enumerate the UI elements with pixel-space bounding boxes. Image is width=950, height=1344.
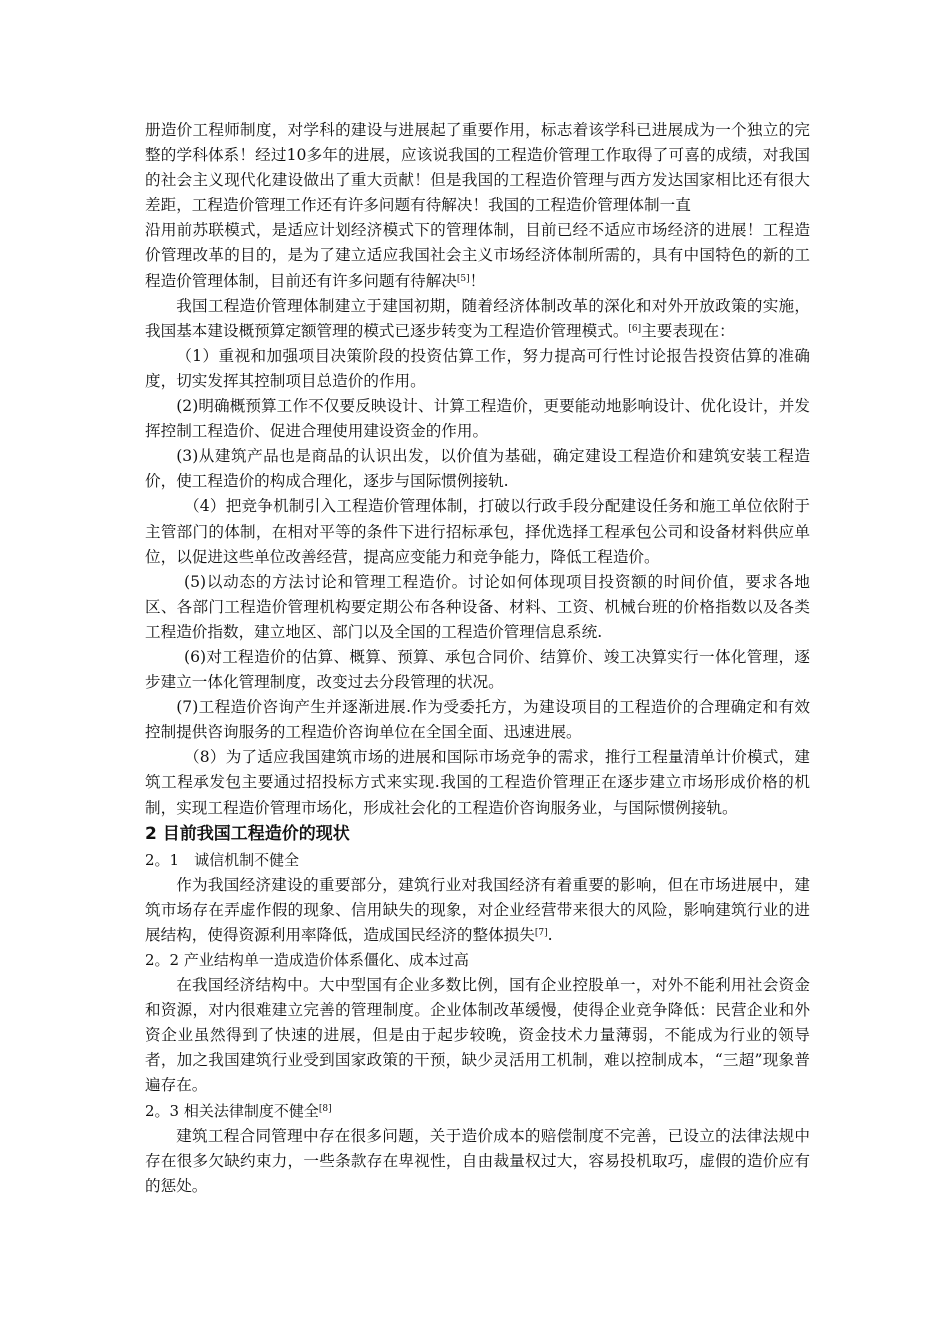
subsection-heading: 2。2 产业结构单一造成造价体系僵化、成本过高 (145, 951, 469, 969)
paragraph: 在我国经济结构中。大中型国有企业多数比例，国有企业控股单一，对外不能利用社会资金和资源，对内很难建立完善的管理制度。企业体制改革缓慢，使得企业竞争降低：民营企业和外资企业虽然得到了快速的进展，但是由于起步较晚，资金技术力量薄弱，不能成为行业的领导者，加之我国建筑行业受到国家政策的干预，缺少灵活用工机制，难以控制成本，“三超”现象普遍存在。 (145, 976, 810, 1095)
list-item: （8）为了适应我国建筑市场的进展和国际市场竞争的需求，推行工程量清单计价模式，建筑工程承发包主要通过招投标方式来实现.我国的工程造价管理正在逐步建立市场形成价格的机制，实现工程造价管理市场化，形成社会化的工程造价咨询服务业，与国际惯例接轨。 (145, 748, 810, 817)
list-item: (2)明确概预算工作不仅要反映设计、计算工程造价，更要能动地影响设计、优化设计，并发挥控制工程造价、促进合理使用建设资金的作用。 (145, 397, 810, 441)
section-heading: 2 目前我国工程造价的现状 (145, 823, 350, 844)
subsection-heading: 2。1 诚信机制不健全 (145, 850, 300, 869)
citation: [5] (456, 273, 470, 284)
paragraph-text: 我国工程造价管理体制建立于建国初期，随着经济体制改革的深化和对外开放政策的实施，我国基本建设概预算定额管理的模式已逐步转变为工程造价管理模式。 (145, 296, 810, 340)
paragraph-text: 主要表现在： (641, 321, 735, 340)
paragraph-text: 作为我国经济建设的重要部分，建筑行业对我国经济有着重要的影响，但在市场进展中，建筑市场存在弄虚作假的现象、信用缺失的现象，对企业经营带来很大的风险，影响建筑行业的进展结构，使得资源利用率降低，造成国民经济的整体损失 (145, 875, 810, 944)
list-item: (6)对工程造价的估算、概算、预算、承包合同价、结算价、竣工决算实行一体化管理，逐步建立一体化管理制度，改变过去分段管理的状况。 (145, 647, 810, 692)
list-item: （4）把竞争机制引入工程造价管理体制，打破以行政手段分配建设任务和施工单位依附于主管部门的体制，在相对平等的条件下进行招标承包，择优选择工程承包公司和设备材料供应单位，以促进这些单位改善经营，提高应变能力和竞争能力，降低工程造价。 (145, 497, 810, 566)
citation: [7] (534, 927, 548, 938)
paragraph: 建筑工程合同管理中存在很多问题，关于造价成本的赔偿制度不完善，已设立的法律法规中存在很多欠缺约束力，一些条款存在卑视性，自由裁量权过大，容易投机取巧，虚假的造价应有的惩处。 (145, 1126, 810, 1195)
list-item: （1）重视和加强项目决策阶段的投资估算工作，努力提高可行性讨论报告投资估算的准确度，切实发挥其控制项目总造价的作用。 (145, 346, 810, 390)
paragraph (145, 218, 810, 293)
paragraph: 册造价工程师制度，对学科的建设与进展起了重要作用，标志着该学科已进展成为一个独立的完整的学科体系！经过10多年的进展，应该说我国的工程造价管理工作取得了可喜的成绩，对我国的社会主义现代化建设做出了重大贡献！但是我国的工程造价管理与西方发达国家相比还有很大差距，工程造价管理工作还有许多问题有待解决！我国的工程造价管理体制一直 (145, 121, 810, 215)
document-body (145, 118, 810, 1199)
list-item: (7)工程造价咨询产生并逐渐进展.作为受委托方，为建设项目的工程造价的合理确定和有效控制提供咨询服务的工程造价咨询单位在全国全面、迅速进展。 (145, 698, 810, 742)
paragraph-text: . (547, 925, 553, 944)
list-item: (5)以动态的方法讨论和管理工程造价。讨论如何体现项目投资额的时间价值，要求各地区、各部门工程造价管理机构要定期公布各种设备、材料、工资、机械台班的价格指数以及各类工程造价指数，建立地区、部门以及全国的工程造价管理信息系统. (145, 572, 810, 641)
paragraph-text: 沿用前苏联模式，是适应计划经济模式下的管理体制，目前已经不适应市场经济的进展！工程造价管理改革的目的，是为了建立适应我国社会主义市场经济体制所需的，具有中国特色的新的工程造价管理体制，目前还有许多问题有待解决 (145, 221, 810, 290)
paragraph (145, 873, 810, 948)
list-item: (3)从建筑产品也是商品的认识出发，以价值为基础，确定建设工程造价和建筑安装工程造价，使工程造价的构成合理化，逐步与国际惯例接轨. (145, 447, 810, 491)
paragraph-text: ！ (469, 271, 486, 290)
citation: [6] (628, 323, 642, 334)
heading-text: 2。3 相关法律制度不健全 (145, 1101, 319, 1120)
citation: [8] (318, 1103, 332, 1114)
subsection-heading (145, 1099, 810, 1124)
paragraph (145, 294, 810, 344)
